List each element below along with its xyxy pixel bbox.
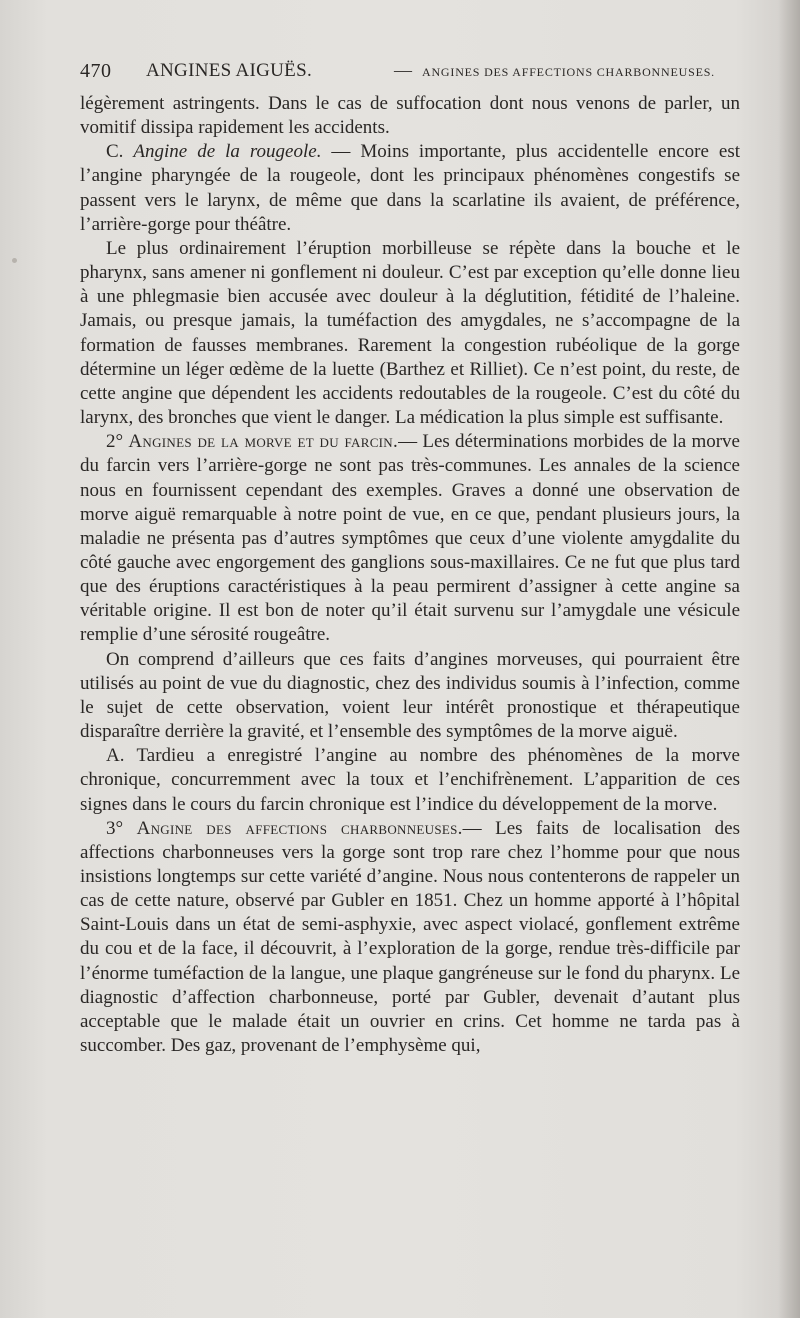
paragraph-eruption xyxy=(80,237,740,430)
paragraph-text: On comprend d’ailleurs que ces faits d’angines morveuses, qui pourraient être utilisés au point de vue du diagnostic, chez des individus soumis à l’infection, comme le sujet de cette observation, voient leur intérêt pronostique et thérapeutique disparaître derrière la gravité, et l’ensemble des symptômes de la morve aiguë. xyxy=(80,648,740,743)
section-number: 3° xyxy=(106,817,124,839)
body-text xyxy=(80,92,740,1058)
paragraph-text: Le plus ordinairement l’éruption morbilleuse se répète dans la bouche et le pharynx, sans amener ni gonflement ni douleur. C’est par exception qu’elle donne lieu à une phlegmasie bien accusée avec douleur à la déglutition, fétidité de l’haleine. Jamais, ou presque jamais, la tuméfaction des amygdales, ne s’accompagne de la formation de fausses membranes. Rarement la congestion rubéolique de la gorge détermine un léger œdème de la luette (Barthez et Rilliet). Ce n’est point, du reste, de cette angine que dépendent les accidents redoutables de la rougeole. C’est du côté du larynx, des bronches que vient le danger. La médication la plus simple est suffisante. xyxy=(80,237,740,429)
paragraph-angines-morveuses xyxy=(80,648,740,745)
paragraph-rougeole xyxy=(80,140,740,237)
page-number: 470 xyxy=(80,60,112,82)
paragraph-continuation xyxy=(80,92,740,140)
running-header xyxy=(80,56,720,86)
paragraph-text: A. Tardieu a enregistré l’angine au nombre des phénomènes de la morve chronique, concurremment avec la toux et l’enchifrènement. L’apparition de ces signes dans le cours du farcin chronique est l’indice du développement de la morve. xyxy=(80,745,740,815)
running-subtitle: ANGINES DES AFFECTIONS CHARBONNEUSES. xyxy=(422,65,715,79)
paragraph-text: légèrement astringents. Dans le cas de suffocation dont nous venons de parler, un vomitif dissipa rapidement les accidents. xyxy=(80,93,740,139)
running-dash: — xyxy=(394,60,412,80)
section-heading: Angine des affections charbonneuses. xyxy=(136,817,463,839)
paragraph-text: — Moins importante, plus accidentelle encore est l’angine pharyngée de la rougeole, dont les principaux phénomènes congestifs se passent vers le larynx, de même que dans la scarlatine ils avaient, de préférence, l’arrière-gorge pour théâtre. xyxy=(80,141,740,235)
section-heading: Angines de la morve et du farcin. xyxy=(128,431,399,453)
page-edge-shadow xyxy=(778,0,800,1318)
running-title: ANGINES AIGUËS. xyxy=(146,60,312,81)
section-label: C. xyxy=(106,141,124,163)
paragraph-tardieu xyxy=(80,744,740,816)
paragraph-charbonneuses xyxy=(80,817,740,1059)
paragraph-text: — Les faits de localisation des affections charbonneuses vers la gorge sont trop rare chez l’homme pour que nous insistions longtemps sur cette variété d’angine. Nous nous contenterons de rappeler un cas de cette nature, observé par Gubler en 1851. Chez un homme apporté à l’hôpital Saint-Louis dans un état de semi-asphyxie, avec aspect violacé, gonflement extrême du cou et de la face, il découvrit, à l’exploration de la gorge, rendue très-difficile par l’énorme tuméfaction de la langue, une plaque gangréneuse sur le fond du pharynx. Le diagnostic d’affection charbonneuse, porté par Gubler, devenait d’autant plus acceptable que le malade était un ouvrier en crins. Cet homme ne tarda pas à succomber. Des gaz, provenant de l’emphysème qui, xyxy=(80,817,740,1057)
section-number: 2° xyxy=(106,431,124,453)
paper-speck xyxy=(12,258,17,263)
section-heading: Angine de la rougeole. xyxy=(133,141,322,163)
paragraph-morve xyxy=(80,430,740,647)
paragraph-text: — Les déterminations morbides de la morve du farcin vers l’arrière-gorge ne sont pas très-communes. Les annales de la science nous en fournissent cependant des exemples. Graves a donné une observation de morve aiguë remarquable à notre point de vue, en ce que, pendant plusieurs jours, la maladie ne présenta pas d’autres symptômes que ceux d’une violente amygdalite du côté gauche avec engorgement des ganglions sous-maxillaires. Ce ne fut que plus tard que des éruptions caractéristiques à la peau permirent d’assigner à cette angine sa véritable origine. Il est bon de noter qu’il était survenu sur l’amygdale une vésicule remplie d’une sérosité rougeâtre. xyxy=(80,431,740,646)
